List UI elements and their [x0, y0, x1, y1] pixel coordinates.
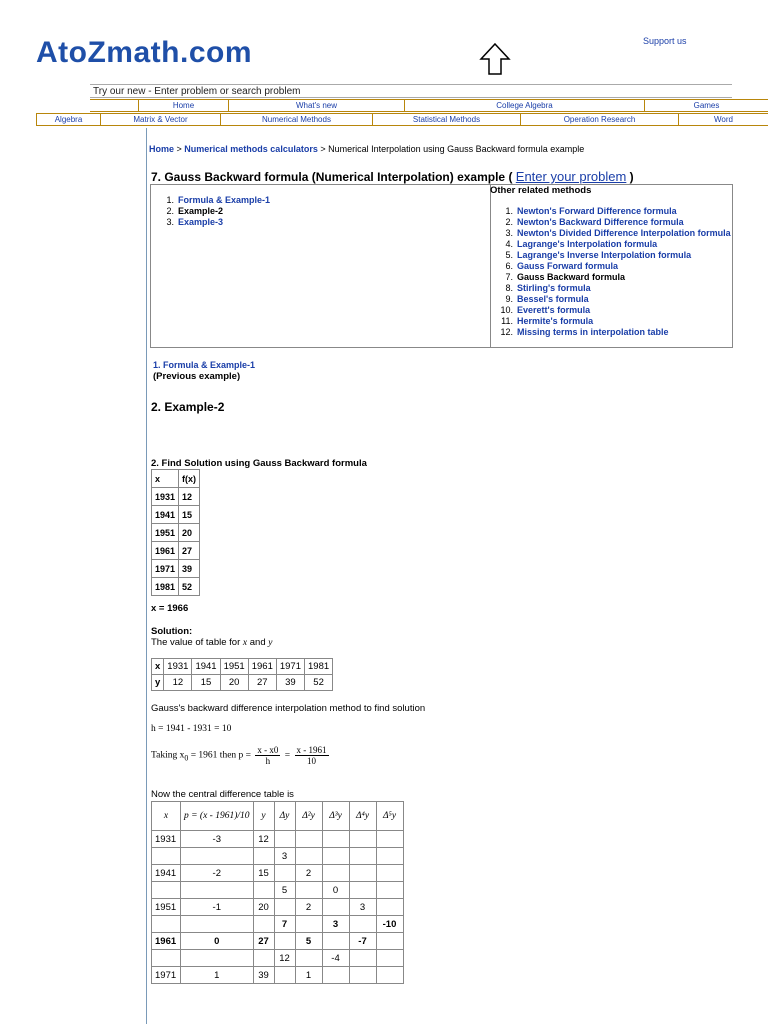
x-cell: 1981	[305, 659, 333, 675]
diff-cell	[376, 882, 403, 899]
method-item[interactable]	[493, 250, 731, 261]
other-methods-heading: Other related methods	[490, 185, 592, 196]
up-arrow-icon[interactable]	[479, 42, 511, 81]
p-formula	[151, 745, 331, 766]
method-label[interactable]: Everett's formula	[517, 305, 591, 315]
diff-cell	[376, 950, 403, 967]
method-item[interactable]	[493, 239, 731, 250]
method-item[interactable]	[493, 305, 731, 316]
diff-cell	[376, 899, 403, 916]
method-label[interactable]: Missing terms in interpolation table	[517, 327, 669, 337]
fraction-2-top: x - 1961	[296, 745, 327, 755]
title-close: )	[626, 170, 634, 184]
y-label-cell: y	[152, 675, 164, 691]
table-row	[152, 578, 200, 596]
diff-cell	[274, 899, 295, 916]
method-number: 2.	[505, 217, 513, 227]
xy-table	[151, 658, 333, 691]
table-row	[152, 488, 200, 506]
method-label[interactable]: Newton's Forward Difference formula	[517, 206, 677, 216]
diff-row	[152, 865, 404, 882]
diff-cell	[322, 865, 349, 882]
table-header-cell: x	[152, 470, 179, 488]
previous-example-note: (Previous example)	[153, 371, 241, 382]
diff-cell	[152, 950, 181, 967]
diff-cell: 3	[322, 916, 349, 933]
diff-cell: 3	[349, 899, 376, 916]
subscript: 0	[184, 753, 189, 763]
table-cell: 1951	[152, 524, 179, 542]
table-row	[152, 542, 200, 560]
and-text: and	[247, 637, 269, 648]
method-number: 3.	[505, 228, 513, 238]
diff-cell	[274, 933, 295, 950]
nav-operation-research[interactable]: Operation Research	[520, 114, 678, 125]
table-cell: 15	[179, 506, 200, 524]
diff-cell	[376, 865, 403, 882]
example-number: 1.	[166, 195, 174, 205]
diff-cell	[253, 916, 274, 933]
methods-box	[150, 184, 733, 348]
example-label: Example-2	[178, 206, 224, 216]
nav-whats-new[interactable]: What's new	[228, 100, 404, 111]
y-cell: 20	[220, 675, 248, 691]
fraction-1	[255, 745, 280, 766]
top-nav	[90, 99, 768, 112]
y-cell: 27	[248, 675, 276, 691]
method-number: 6.	[505, 261, 513, 271]
nav-word[interactable]: Word	[678, 114, 768, 125]
diff-cell	[181, 882, 254, 899]
h-calculation: h = 1941 - 1931 = 10	[151, 724, 232, 734]
table-cell: 1971	[152, 560, 179, 578]
method-item[interactable]	[493, 294, 731, 305]
diff-cell: -10	[376, 916, 403, 933]
diff-cell: 2	[295, 899, 322, 916]
x-cell: 1941	[192, 659, 220, 675]
diff-cell: 12	[274, 950, 295, 967]
nav-games[interactable]: Games	[644, 100, 768, 111]
method-text: Gauss's backward difference interpolation method to find solution	[151, 703, 426, 714]
table-header-cell: f(x)	[179, 470, 200, 488]
other-methods-list	[493, 206, 731, 338]
equals: =	[282, 750, 293, 761]
support-link[interactable]: Support us	[643, 36, 687, 46]
diff-cell: 1931	[152, 831, 181, 848]
x-row	[152, 659, 333, 675]
fraction-2	[295, 745, 329, 766]
method-item	[493, 272, 731, 283]
taking-text: Taking x	[151, 750, 185, 761]
diff-cell	[253, 950, 274, 967]
diff-cell	[253, 848, 274, 865]
taking-mid: = 1961 then p =	[188, 750, 254, 761]
diff-cell: 3	[274, 848, 295, 865]
diff-cell	[152, 916, 181, 933]
breadcrumb-separator: >	[174, 144, 185, 154]
box-divider	[490, 185, 491, 347]
input-data-table	[151, 469, 200, 596]
method-item[interactable]	[493, 206, 731, 217]
content-border	[146, 128, 147, 1024]
diff-cell	[322, 933, 349, 950]
diff-cell	[349, 916, 376, 933]
diff-cell: 15	[253, 865, 274, 882]
diff-cell: 0	[322, 882, 349, 899]
method-item[interactable]	[493, 217, 731, 228]
diff-cell: 1	[295, 967, 322, 984]
x-symbol: x	[242, 638, 248, 648]
method-label[interactable]: Gauss Forward formula	[517, 261, 619, 271]
diff-cell: 1971	[152, 967, 181, 984]
nav-college-algebra[interactable]: College Algebra	[404, 100, 644, 111]
method-item[interactable]	[493, 316, 731, 327]
fraction-1-bottom: h	[265, 756, 271, 766]
x-cell: 1931	[164, 659, 192, 675]
diff-cell: 27	[253, 933, 274, 950]
site-logo[interactable]: AtoZmath.com	[36, 36, 252, 69]
table-cell: 1931	[152, 488, 179, 506]
y-symbol: y	[268, 638, 273, 648]
diff-cell	[349, 967, 376, 984]
diff-cell	[349, 831, 376, 848]
diff-cell: 5	[295, 933, 322, 950]
nav-home[interactable]: Home	[138, 100, 228, 111]
diff-cell	[376, 967, 403, 984]
diff-header-cell: Δ²y	[295, 802, 322, 831]
method-number: 8.	[505, 283, 513, 293]
breadcrumb-separator: >	[317, 144, 329, 154]
table-cell: 27	[179, 542, 200, 560]
diff-cell	[376, 848, 403, 865]
diff-cell: -7	[349, 933, 376, 950]
method-label[interactable]: Newton's Backward Difference formula	[517, 217, 684, 227]
find-solution-heading: 2. Find Solution using Gauss Backward formula	[151, 458, 367, 469]
diff-cell	[322, 967, 349, 984]
diff-header-row	[152, 802, 404, 831]
diff-cell	[349, 865, 376, 882]
example-label[interactable]: Example-3	[178, 217, 224, 227]
diff-cell	[152, 848, 181, 865]
method-label: Gauss Backward formula	[517, 272, 626, 282]
nav-spacer	[90, 100, 138, 111]
diff-header-cell: p = (x - 1961)/10	[181, 802, 254, 831]
diff-cell	[349, 950, 376, 967]
central-difference-heading: Now the central difference table is	[151, 789, 294, 800]
solution-intro	[151, 637, 272, 648]
method-label[interactable]: Bessel's formula	[517, 294, 589, 304]
diff-header-cell: Δ⁴y	[349, 802, 376, 831]
method-number: 12.	[500, 327, 513, 337]
x-value: x = 1966	[151, 603, 189, 614]
search-input[interactable]: Try our new - Enter problem or search problem	[90, 84, 732, 98]
table-cell: 39	[179, 560, 200, 578]
method-number: 1.	[505, 206, 513, 216]
diff-row	[152, 848, 404, 865]
diff-cell	[274, 831, 295, 848]
enter-problem-link[interactable]: Enter your problem	[515, 169, 627, 184]
diff-cell	[295, 882, 322, 899]
example-label[interactable]: Formula & Example-1	[178, 195, 271, 205]
table-cell: 1981	[152, 578, 179, 596]
diff-row	[152, 967, 404, 984]
diff-cell	[322, 848, 349, 865]
diff-cell: 0	[181, 933, 254, 950]
method-label[interactable]: Stirling's formula	[517, 283, 591, 293]
table-row	[152, 506, 200, 524]
table-cell: 1941	[152, 506, 179, 524]
previous-example-link[interactable]: 1. Formula & Example-1	[153, 360, 256, 370]
table-cell: 20	[179, 524, 200, 542]
method-number: 7.	[505, 272, 513, 282]
diff-cell	[376, 831, 403, 848]
diff-cell	[295, 831, 322, 848]
diff-row	[152, 916, 404, 933]
nav-matrix-vector[interactable]: Matrix & Vector	[100, 114, 220, 125]
fraction-2-bottom: 10	[307, 756, 317, 766]
solution-heading: Solution:	[151, 626, 193, 637]
y-cell: 52	[305, 675, 333, 691]
nav-numerical-methods[interactable]: Numerical Methods	[220, 114, 372, 125]
diff-cell	[181, 916, 254, 933]
example-item[interactable]	[154, 217, 270, 228]
diff-row	[152, 882, 404, 899]
diff-row	[152, 933, 404, 950]
method-item[interactable]	[493, 327, 731, 338]
diff-cell	[295, 848, 322, 865]
method-label[interactable]: Lagrange's Interpolation formula	[517, 239, 658, 249]
fraction-1-top: x - x0	[257, 745, 279, 755]
nav-statistical-methods[interactable]: Statistical Methods	[372, 114, 520, 125]
method-label[interactable]: Hermite's formula	[517, 316, 594, 326]
diff-cell: 5	[274, 882, 295, 899]
diff-row	[152, 899, 404, 916]
diff-cell	[152, 882, 181, 899]
nav-algebra[interactable]: Algebra	[36, 114, 100, 125]
method-item[interactable]	[493, 261, 731, 272]
table-header-row	[152, 470, 200, 488]
diff-cell: -3	[181, 831, 254, 848]
y-cell: 15	[192, 675, 220, 691]
method-number: 9.	[505, 294, 513, 304]
y-cell: 39	[276, 675, 304, 691]
y-row	[152, 675, 333, 691]
solution-text: The value of table for	[151, 637, 243, 648]
x-cell: 1951	[220, 659, 248, 675]
table-cell: 1961	[152, 542, 179, 560]
diff-cell	[274, 865, 295, 882]
diff-cell	[322, 831, 349, 848]
diff-cell	[274, 967, 295, 984]
diff-header-cell: Δ⁵y	[376, 802, 403, 831]
breadcrumb-current: Numerical Interpolation using Gauss Backward formula example	[328, 144, 585, 154]
diff-cell	[295, 916, 322, 933]
breadcrumb	[149, 144, 584, 154]
table-row	[152, 560, 200, 578]
diff-row	[152, 831, 404, 848]
diff-cell	[295, 950, 322, 967]
diff-cell: 2	[295, 865, 322, 882]
method-number: 4.	[505, 239, 513, 249]
breadcrumb-home[interactable]: Home	[149, 144, 175, 154]
diff-header-cell: x	[152, 802, 181, 831]
y-cell: 12	[164, 675, 192, 691]
method-item[interactable]	[493, 283, 731, 294]
diff-cell	[181, 848, 254, 865]
diff-cell: -4	[322, 950, 349, 967]
x-label-cell: x	[152, 659, 164, 675]
method-number: 10.	[500, 305, 513, 315]
diff-cell: -2	[181, 865, 254, 882]
table-cell: 12	[179, 488, 200, 506]
diff-cell: 12	[253, 831, 274, 848]
page-title	[151, 169, 634, 184]
example-number: 2.	[166, 206, 174, 216]
diff-header-cell: Δ³y	[322, 802, 349, 831]
diff-cell	[349, 882, 376, 899]
diff-cell: 39	[253, 967, 274, 984]
diff-cell: 20	[253, 899, 274, 916]
diff-cell: 7	[274, 916, 295, 933]
diff-cell	[349, 848, 376, 865]
diff-cell	[322, 899, 349, 916]
diff-cell: 1941	[152, 865, 181, 882]
example-item[interactable]	[154, 195, 270, 206]
diff-header-cell: Δy	[274, 802, 295, 831]
method-number: 5.	[505, 250, 513, 260]
diff-header-cell: y	[253, 802, 274, 831]
breadcrumb-section[interactable]: Numerical methods calculators	[184, 144, 318, 154]
diff-cell	[253, 882, 274, 899]
example-item	[154, 206, 270, 217]
example-number: 3.	[166, 217, 174, 227]
method-label[interactable]: Lagrange's Inverse Interpolation formula	[517, 250, 692, 260]
method-item[interactable]	[493, 228, 731, 239]
diff-cell: -1	[181, 899, 254, 916]
diff-row	[152, 950, 404, 967]
diff-cell: 1951	[152, 899, 181, 916]
diff-cell: 1	[181, 967, 254, 984]
category-nav	[36, 113, 768, 126]
table-cell: 52	[179, 578, 200, 596]
example-title: 2. Example-2	[151, 400, 225, 414]
method-label[interactable]: Newton's Divided Difference Interpolation formula	[517, 228, 731, 238]
diff-cell	[181, 950, 254, 967]
title-text: 7. Gauss Backward formula (Numerical Interpolation) example (	[151, 170, 516, 184]
diff-cell	[376, 933, 403, 950]
diff-cell: 1961	[152, 933, 181, 950]
method-number: 11.	[501, 316, 513, 326]
table-row	[152, 524, 200, 542]
central-difference-table	[151, 801, 404, 984]
x-cell: 1971	[276, 659, 304, 675]
x-cell: 1961	[248, 659, 276, 675]
example-list	[154, 195, 270, 228]
